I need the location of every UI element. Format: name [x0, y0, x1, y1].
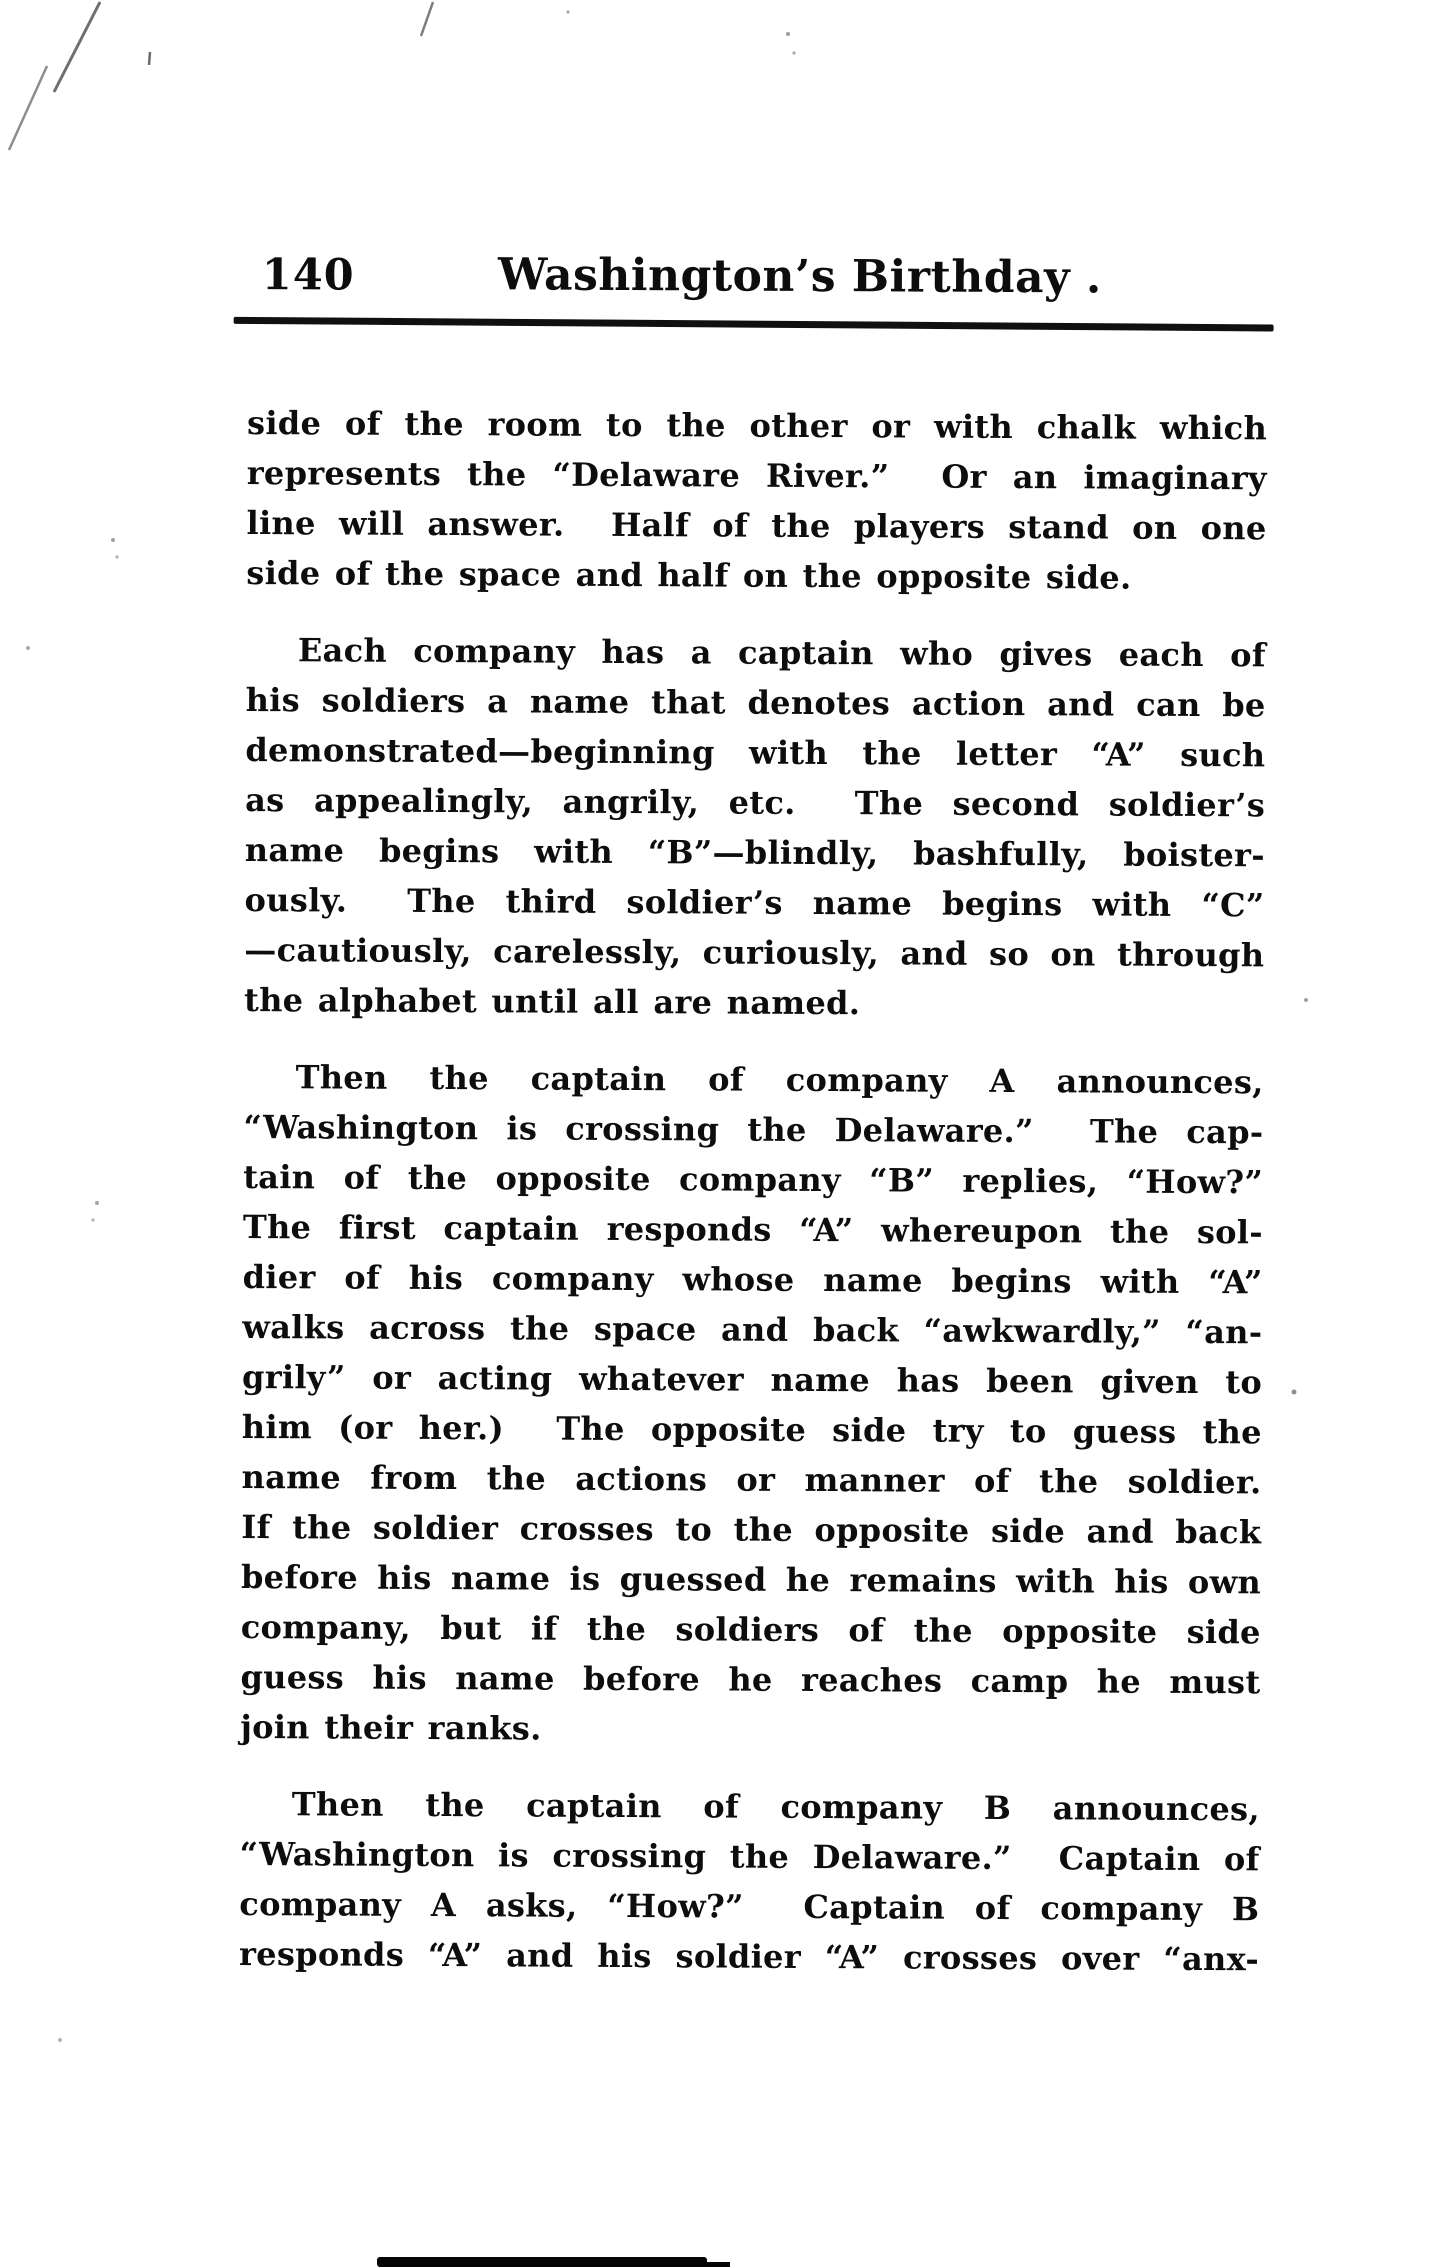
text-line: ously. The third soldier’s name begins with “C” [244, 880, 1265, 925]
text-line: The first captain responds “A” whereupon the sol- [242, 1207, 1263, 1252]
text-line: guess his name before he reaches camp he must [240, 1657, 1261, 1702]
text-line: Then the captain of company B announces, [291, 1785, 1260, 1829]
text-line: —cautiously, carelessly, curiously, and so on through [244, 930, 1265, 975]
header-rule [234, 317, 1274, 332]
text-line: him (or her.) The opposite side try to guess the [241, 1407, 1262, 1452]
speck [1304, 998, 1308, 1002]
speck [566, 10, 569, 13]
speck [786, 32, 790, 36]
page-number: 140 [261, 250, 355, 301]
speck [115, 555, 118, 558]
text-line: Each company has a captain who gives each of [297, 631, 1266, 675]
text-line: grily” or acting whatever name has been given to [241, 1357, 1263, 1402]
text-line: demonstrated—beginning with the letter “A” such [245, 730, 1266, 775]
text-line: his soldiers a name that denotes action and can be [245, 680, 1266, 725]
text-line: name begins with “B”—blindly, bashfully, boister- [244, 830, 1265, 875]
text-line: as appealingly, angrily, etc. The second soldier’s [245, 780, 1266, 825]
paragraph [244, 625, 1266, 1030]
text-line: side of the room to the other or with chalk which [246, 403, 1268, 448]
page-title: Washington’s Birthday . [497, 249, 1102, 304]
page-header [248, 250, 1268, 317]
speck [91, 1218, 94, 1221]
text-line: walks across the space and back “awkwardly,” “an- [242, 1307, 1263, 1352]
pen-stroke [421, 2, 433, 36]
scan-edge-mark [520, 2262, 730, 2267]
text-line: before his name is guessed he remains with his own [240, 1557, 1262, 1602]
pen-stroke [9, 66, 47, 150]
speck [58, 2038, 62, 2042]
paragraph [239, 1779, 1260, 1984]
pen-stroke [54, 2, 100, 92]
text-line: “Washington is crossing the Delaware.” Captain of [239, 1834, 1260, 1879]
text-line: If the soldier crosses to the opposite side and back [241, 1507, 1262, 1552]
text-line: responds “A” and his soldier “A” crosses over “anx- [238, 1934, 1260, 1979]
text-line: the alphabet until all are named. [243, 980, 861, 1023]
text-line: line will answer. Half of the players stand on one [246, 503, 1267, 548]
scan-edge-mark [377, 2257, 707, 2267]
text-line: “Washington is crossing the Delaware.” The cap- [243, 1107, 1264, 1152]
page-body [239, 398, 1267, 1984]
speck [26, 646, 30, 650]
text-line: company A asks, “How?” Captain of company B [239, 1884, 1260, 1929]
text-line: join their ranks. [240, 1707, 542, 1748]
text-line: represents the “Delaware River.” Or an imaginary [246, 453, 1267, 498]
text-line: tain of the opposite company “B” replies, “How?” [243, 1157, 1264, 1202]
text-line: name from the actions or manner of the soldier. [241, 1457, 1262, 1502]
speck [111, 538, 115, 542]
speck [95, 1201, 99, 1205]
text-line: company, but if the soldiers of the opposite side [240, 1607, 1261, 1652]
text-line: Then the captain of company A announces, [295, 1058, 1264, 1102]
text-column [238, 249, 1268, 1979]
speck [792, 51, 795, 54]
paragraph [240, 1052, 1264, 1757]
text-line: dier of his company whose name begins with “A” [242, 1257, 1263, 1302]
text-line: side of the space and half on the opposite side. [246, 553, 1132, 597]
speck [1292, 1390, 1297, 1395]
speck [149, 52, 150, 65]
paragraph [246, 398, 1267, 603]
